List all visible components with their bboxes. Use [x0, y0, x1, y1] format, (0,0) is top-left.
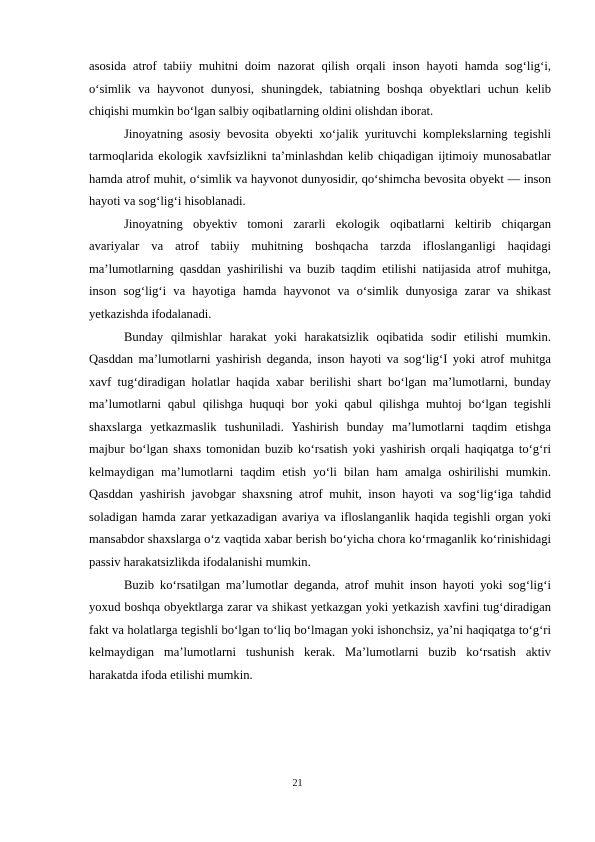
paragraph-objective-side: Jinoyatning obyektiv tomoni zararli ekologik oqibatlarni keltirib chiqargan avariyalar va atrof tabiiy muhitning boshqacha tarzda ifloslanganligi haqidagi ma’lumotlarning qasddan yashirilishi va buzib taqdim etilishi natijasida atrof muhitga, inson sog‘lig‘i va hayotiga hamda hayvonot va o‘simlik dunyosiga zarar va shikast yetkazishda ifodalanadi. — [89, 216, 551, 322]
body-text — [89, 55, 551, 686]
paragraph-distorted-information: Buzib ko‘rsatilgan ma’lumotlar deganda, atrof muhit inson hayoti yoki sog‘lig‘i yoxud boshqa obyektlarga zarar va shikast yetkazgan yoki yetkazish xavfini tug‘diradigan fakt va holatlarga tegishli bo‘lgan to‘liq bo‘lmagan yoki ishonchsiz, ya’ni haqiqatga to‘g‘ri kelmaydigan ma’lumotlarni tushunish kerak. Ma’lumotlarni buzib ko‘rsatish aktiv harakatda ifoda etilishi mumkin. — [89, 577, 551, 682]
paragraph-main-object: Jinoyatning asosiy bevosita obyekti xo‘jalik yurituvchi komplekslarning tegishli tarmoqlarida ekologik xavfsizlikni ta’minlashdan kelib chiqadigan ijtimoiy munosabatlar hamda atrof muhit, o‘simlik va hayvonot dunyosidir, qo‘shimcha bevosita obyekt — inson hayoti va sog‘lig‘i hisoblanadi. — [89, 126, 551, 209]
page-number: 21 — [292, 778, 303, 789]
paragraph-continuation: asosida atrof tabiiy muhitni doim nazorat qilish orqali inson hayoti hamda sog‘lig‘i, o‘simlik va hayvonot dunyosi, shuningdek, tabiatning boshqa obyektlari uchun kelib chiqishi mumkin bo‘lgan salbiy oqibatlarning oldini olishdan iborat. — [89, 59, 551, 119]
paragraph-concealment: Bunday qilmishlar harakat yoki harakatsizlik oqibatida sodir etilishi mumkin. Qasddan ma’lumotlarni yashirish deganda, inson hayoti va sog‘lig‘I yoki atrof muhitga xavf tug‘diradigan holatlar haqida xabar berilishi shart bo‘lgan ma’lumotlarni, bunday ma’lumotlarni qabul qilishga huquqi bor yoki qabul qilishga muhtoj bo‘lgan tegishli shaxslarga yetkazmaslik tushuniladi. Yashirish bunday ma’lumotlarni taqdim etishga majbur bo‘lgan shaxs tomonidan buzib ko‘rsatish yoki yashirish orqali haqiqatga to‘g‘ri kelmaydigan ma’lumotlarni taqdim etish yo‘li bilan ham amalga oshirilishi mumkin. Qasddan yashirish javobgar shaxsning atrof muhit, inson hayoti va sog‘lig‘iga tahdid soladigan hamda zarar yetkazadigan avariya va ifloslanganlik haqida tegishli organ yoki mansabdor shaxslarga o‘z vaqtida xabar berish bo‘yicha chora ko‘rmaganlik ko‘rinishidagi passiv harakatsizlikda ifodalanishi mumkin. — [89, 329, 551, 570]
